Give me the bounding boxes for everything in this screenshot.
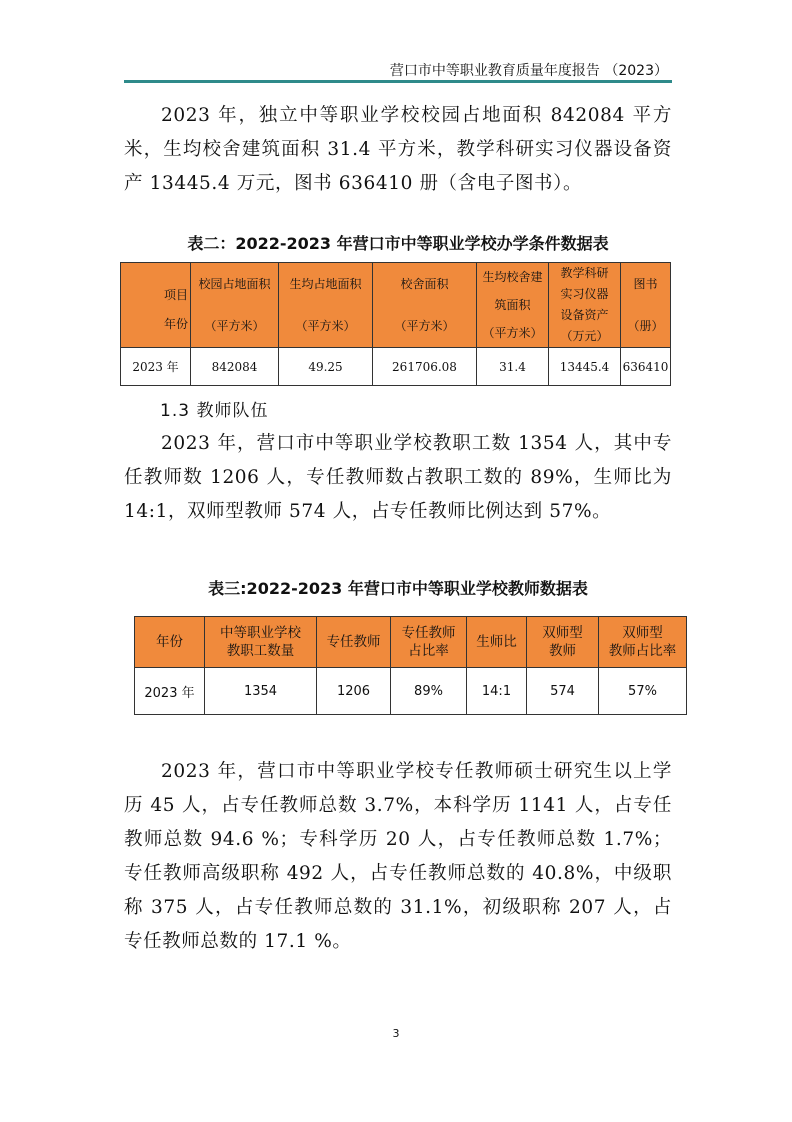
cell-full-time-ratio: 89% — [391, 668, 467, 715]
paragraph-teacher-qualifications: 2023 年，营口市中等职业学校专任教师硕士研究生以上学历 45 人，占专任教师总数 3.7%，本科学历 1141 人，占专任教师总数 94.6 %；专科学历 20 人，占专任教师总数 1.7%；专任教师高级职称 492 人，占专任教师总数的 40.8%，中级职称 375 人，占专任教师总数的 31.1%，初级职称 207 人，占专任教师总数的 17.1 %。 — [124, 761, 672, 952]
corner-header-cell — [121, 263, 191, 348]
table1-caption: 表二：2022-2023 年营口市中等职业学校办学条件数据表 — [187, 234, 609, 253]
corner-header-item: 项目 — [163, 288, 188, 302]
header-line: 教职工数量 — [226, 643, 295, 659]
header-building-area — [373, 263, 477, 348]
header-line: 生均校舍建 — [482, 269, 543, 284]
cell-books: 636410 — [621, 348, 671, 386]
header-line: 生均占地面积 — [289, 276, 362, 291]
header-per-student-area — [279, 263, 373, 348]
page-number: 3 — [392, 1027, 400, 1040]
header-line: 专任教师 — [326, 634, 381, 650]
cell-per-student-area: 49.25 — [279, 348, 373, 386]
header-line: 专任教师 — [401, 625, 456, 641]
header-line: 双师型 — [542, 625, 583, 641]
header-unit: （万元） — [560, 329, 609, 343]
section-title: 1.3 教师队伍 — [160, 401, 269, 421]
cell-year: 2023 年 — [121, 348, 191, 386]
cell-campus-area: 842084 — [191, 348, 279, 386]
header-unit: （平方米） — [482, 325, 543, 340]
table-row — [135, 668, 687, 715]
page-header-title: 营口市中等职业教育质量年度报告 （2023） — [389, 63, 668, 79]
paragraph-campus-facilities: 2023 年，独立中等职业学校校园占地面积 842084 平方米，生均校舍建筑面积 31.4 平方米，教学科研实习仪器设备资产 13445.4 万元，图书 636410 册（含电子图书）。 — [124, 105, 672, 194]
cell-full-time-teachers: 1206 — [317, 668, 391, 715]
header-unit: （平方米） — [204, 318, 265, 333]
cell-per-student-building: 31.4 — [477, 348, 549, 386]
cell-student-teacher-ratio: 14:1 — [467, 668, 527, 715]
corner-header-year: 年份 — [163, 317, 188, 331]
table-row — [121, 348, 671, 386]
header-unit: （平方米） — [394, 318, 455, 333]
header-equipment-assets — [549, 263, 621, 348]
teacher-data-table — [134, 616, 687, 715]
header-divider — [124, 80, 672, 83]
header-campus-area — [191, 263, 279, 348]
header-line: 校舍面积 — [400, 276, 449, 291]
header-line: 教师占比率 — [608, 643, 677, 659]
table-header-row — [121, 263, 671, 348]
cell-dual-qualified: 574 — [527, 668, 599, 715]
cell-year: 2023 年 — [135, 668, 205, 715]
cell-dual-qualified-ratio: 57% — [599, 668, 687, 715]
header-dual-qualified-ratio — [599, 617, 687, 668]
header-line: 校园占地面积 — [198, 276, 271, 291]
header-staff-count — [205, 617, 317, 668]
header-line: 年份 — [156, 634, 183, 650]
header-line: 实习仪器 — [560, 287, 609, 301]
cell-staff-count: 1354 — [205, 668, 317, 715]
header-unit: （册） — [627, 318, 664, 333]
header-line: 设备资产 — [560, 308, 609, 322]
paragraph-teaching-staff: 2023 年，营口市中等职业学校教职工数 1354 人，其中专任教师数 1206 人，专任教师数占教职工数的 89%，生师比为 14:1，双师型教师 574 人，占专任教师比例达到 57%。 — [124, 433, 672, 522]
header-line: 教师 — [549, 643, 576, 659]
header-line: 双师型 — [622, 625, 663, 641]
header-dual-qualified — [527, 617, 599, 668]
table2-caption: 表三:2022-2023 年营口市中等职业学校教师数据表 — [208, 579, 588, 598]
header-student-teacher-ratio — [467, 617, 527, 668]
cell-building-area: 261706.08 — [373, 348, 477, 386]
header-line: 筑面积 — [494, 297, 531, 312]
header-per-student-building — [477, 263, 549, 348]
header-line: 占比率 — [408, 643, 449, 659]
header-year — [135, 617, 205, 668]
header-line: 中等职业学校 — [220, 625, 301, 641]
header-unit: （平方米） — [295, 318, 356, 333]
header-line: 教学科研 — [560, 266, 609, 280]
header-line: 生师比 — [476, 634, 517, 650]
header-line: 图书 — [633, 276, 658, 291]
header-full-time-teachers — [317, 617, 391, 668]
header-books — [621, 263, 671, 348]
school-conditions-table — [120, 262, 671, 386]
table-header-row — [135, 617, 687, 668]
cell-equipment-assets: 13445.4 — [549, 348, 621, 386]
header-full-time-ratio — [391, 617, 467, 668]
